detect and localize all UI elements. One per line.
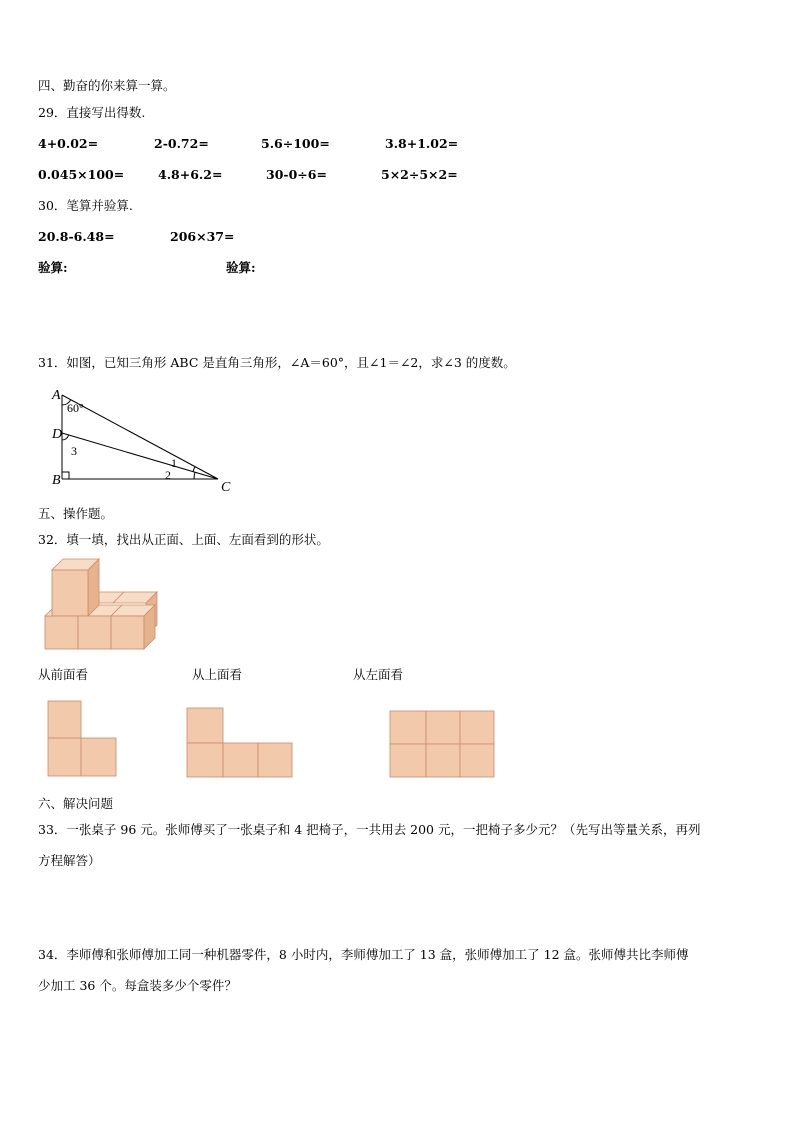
q29-title: 29．直接写出得数.	[38, 105, 146, 120]
angle-3-arc	[62, 435, 69, 440]
label-angle-3: 3	[71, 444, 77, 458]
label-angle-a: 60°	[67, 401, 84, 415]
q34-line2: 少加工 36 个。每盒装多少个零件？	[38, 978, 237, 993]
label-d: D	[52, 427, 63, 442]
section5-heading: 五、操作题。	[38, 506, 114, 521]
label-b: B	[52, 473, 61, 488]
q29-r2-c3: 30-0÷6=	[266, 167, 327, 182]
section4-heading: 四、勤奋的你来算一算。	[38, 78, 176, 93]
q31-text: 31．如图，已知三角形 ABC 是直角三角形，∠A＝60°，且∠1＝∠2，求∠3 的度数。	[38, 355, 516, 370]
cube-assembly	[42, 558, 172, 652]
label-a: A	[52, 388, 61, 403]
q30-check-2: 验算:	[226, 260, 256, 275]
front-view-shape	[47, 700, 119, 778]
q29-r2-c4: 5×2÷5×2=	[381, 167, 458, 182]
right-angle-mark	[62, 472, 69, 479]
q30-check-1: 验算:	[38, 260, 68, 275]
q30-problem-1: 20.8-6.48=	[38, 229, 115, 244]
angle-1-arc	[193, 467, 195, 472]
view-label-top: 从上面看	[192, 667, 243, 682]
q29-r1-c3: 5.6÷100=	[261, 136, 330, 151]
q29-r1-c4: 3.8+1.02=	[385, 136, 459, 151]
q33-line1: 33．一张桌子 96 元。张师傅买了一张桌子和 4 把椅子，一共用去 200 元，一把椅子多少元？（先写出等量关系，再列	[38, 822, 701, 837]
top-view-shape	[186, 707, 294, 779]
q34-line1: 34．李师傅和张师傅加工同一种机器零件，8 小时内，李师傅加工了 13 盒，张师傅加工了 12 盒。张师傅共比李师傅	[38, 947, 689, 962]
q29-r1-c2: 2-0.72=	[154, 136, 209, 151]
label-c: C	[221, 480, 231, 495]
section6-heading: 六、解决问题	[38, 796, 114, 811]
angle-2-arc	[194, 472, 195, 479]
view-label-front: 从前面看	[38, 667, 89, 682]
q30-problem-2: 206×37=	[170, 229, 235, 244]
q29-r2-c2: 4.8+6.2=	[158, 167, 223, 182]
label-angle-2: 2	[165, 468, 171, 482]
q29-r2-c1: 0.045×100=	[38, 167, 125, 182]
left-view-shape	[389, 710, 497, 780]
triangle-figure	[50, 383, 240, 495]
q33-line2: 方程解答）	[38, 853, 101, 868]
view-label-left: 从左面看	[353, 667, 404, 682]
q32-title: 32．填一填，找出从正面、上面、左面看到的形状。	[38, 532, 329, 547]
q30-title: 30．笔算并验算.	[38, 198, 133, 213]
q29-r1-c1: 4+0.02=	[38, 136, 99, 151]
label-angle-1: 1	[171, 456, 177, 470]
